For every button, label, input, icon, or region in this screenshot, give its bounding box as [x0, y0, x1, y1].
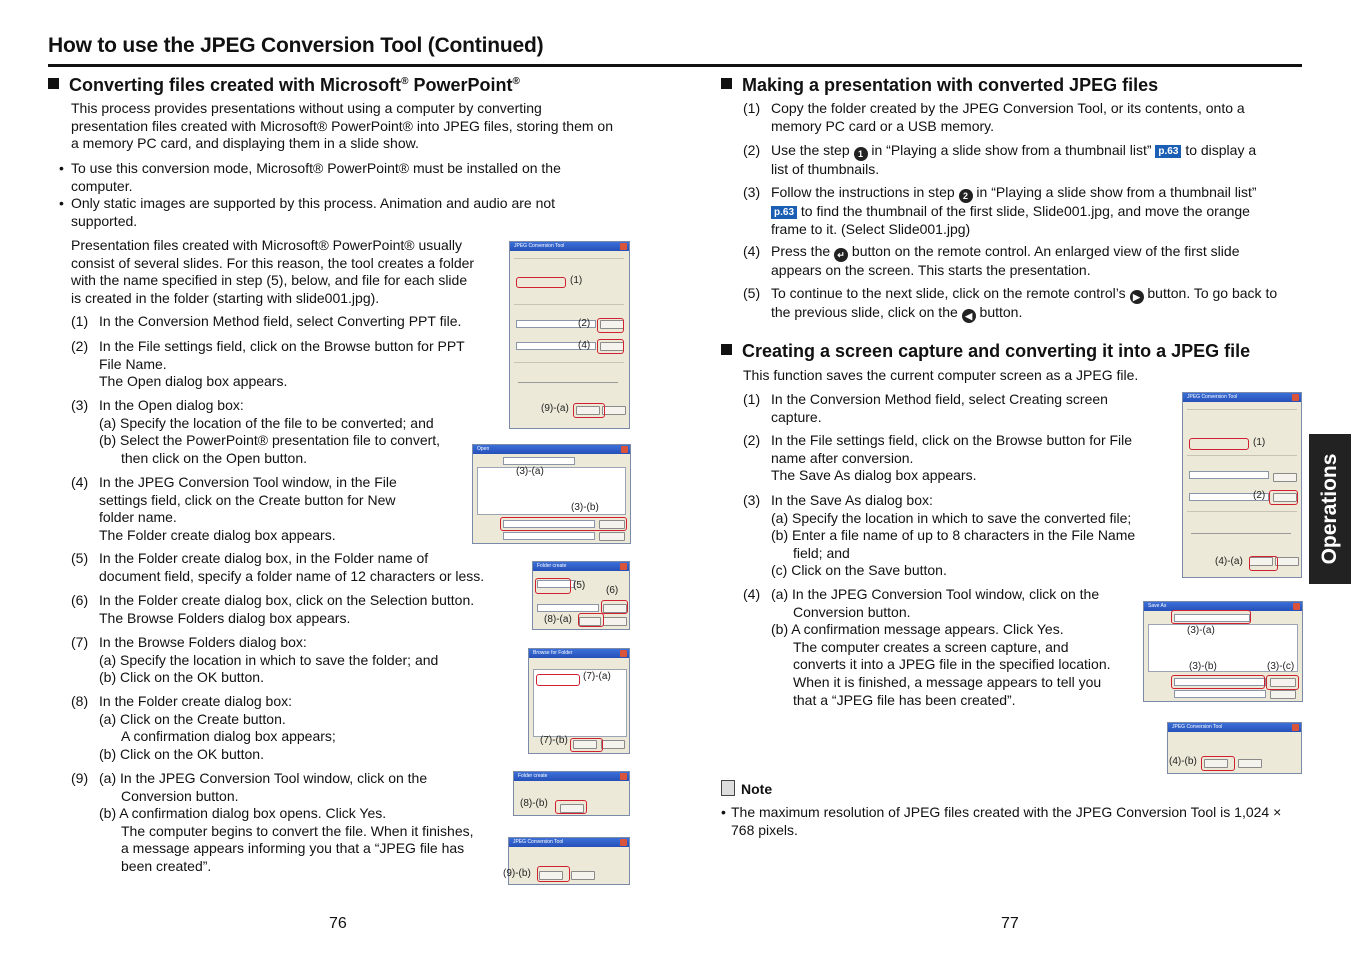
highlight-create-button [597, 339, 624, 354]
highlight-folder-name [535, 578, 571, 594]
jpeg-tool-window-screenshot: JPEG Conversion Tool [509, 241, 630, 429]
highlight-capture-option [1189, 438, 1249, 450]
note-heading: Note [721, 780, 772, 797]
caption-r3a: (3)-(a) [1187, 625, 1215, 636]
caption-8a: (8)-(a) [544, 614, 572, 625]
caption-4: (4) [578, 340, 591, 351]
caption-2: (2) [578, 318, 591, 329]
section-tab [1309, 434, 1351, 584]
caption-3b: (3)-(b) [571, 502, 599, 513]
heading-converting-ppt: Converting files created with Microsoft® PowerPoint® [48, 75, 520, 96]
page-number-right: 77 [1001, 915, 1019, 932]
intro-paragraph: This process provides presentations without using a computer by converting presentation files created with Microsoft® PowerPoint® into JPEG files, storing them on a memory PC card, and displaying them in a slide show. [71, 100, 613, 152]
caption-7b: (7)-(b) [540, 735, 568, 746]
step-1-circle-icon: 1 [854, 147, 868, 161]
heading-square-icon [721, 344, 732, 355]
highlight-file-name [1171, 675, 1265, 689]
caption-9b: (9)-(b) [503, 868, 531, 879]
caption-r2: (2) [1253, 490, 1266, 501]
caption-5: (5) [573, 580, 586, 591]
caption-r1: (1) [1253, 437, 1266, 448]
caption-6: (6) [606, 585, 619, 596]
highlight-conversion-button [573, 403, 605, 418]
page-ref-link[interactable]: p.63 [1155, 145, 1181, 158]
slides-paragraph: Presentation files created with Microsoft® PowerPoint® usually consist of several slides. For this reason, the tool creates a folder with the name specified in step (5), below, and file for each slide is created in the folder (starting with slide001.jpg). [71, 237, 475, 306]
highlight-open-file [500, 517, 627, 531]
page-ref-link[interactable]: p.63 [771, 206, 797, 219]
bullet-requirement: • To use this conversion mode, Microsoft® PowerPoint® must be installed on the computer. [59, 160, 561, 194]
caption-1: (1) [570, 275, 583, 286]
caption-8b: (8)-(b) [520, 798, 548, 809]
highlight-created-ok [555, 800, 587, 814]
highlight-selection-button [601, 600, 628, 614]
caption-r3c: (3)-(c) [1267, 661, 1295, 672]
bullet-static-only: • Only static images are supported by this process. Animation and audio are not supported. [59, 195, 556, 229]
convert-confirm-dialog-screenshot: JPEG Conversion Tool [508, 837, 630, 885]
save-as-dialog-screenshot: Save As [1143, 601, 1303, 702]
heading-making-presentation: Making a presentation with converted JPEG files [721, 75, 1158, 96]
open-dialog-screenshot: Open [472, 444, 631, 544]
step-2-circle-icon: 2 [959, 189, 973, 203]
caption-7a: (7)-(a) [583, 671, 611, 682]
browse-folder-dialog-screenshot: Browse for Folder [528, 648, 630, 754]
highlight-yes-button [537, 866, 570, 882]
caption-9a: (9)-(a) [541, 403, 569, 414]
heading-screen-capture: Creating a screen capture and converting it into a JPEG file [721, 341, 1250, 362]
highlight-browse-ok [570, 738, 603, 752]
heading-square-icon [721, 78, 732, 89]
folder-created-dialog-screenshot: Folder create [513, 771, 630, 816]
caption-r4a: (4)-(a) [1215, 556, 1243, 567]
enter-button-icon: ↵ [834, 248, 848, 262]
heading-square-icon [48, 78, 59, 89]
highlight-capture-yes [1201, 756, 1235, 771]
highlight-save-button [1266, 675, 1299, 690]
folder-create-dialog-screenshot: Folder create [532, 561, 630, 630]
section-tab-label: Operations [1318, 453, 1341, 565]
highlight-create-ok [578, 613, 604, 627]
highlight-folder-tree [536, 674, 580, 686]
caption-r3b: (3)-(b) [1189, 661, 1217, 672]
caption-3a: (3)-(a) [516, 466, 544, 477]
caption-r4b: (4)-(b) [1169, 756, 1197, 767]
next-arrow-icon: ▶ [1130, 290, 1144, 304]
title-rule [48, 64, 1302, 67]
highlight-ppt-option [516, 277, 566, 288]
page-title: How to use the JPEG Conversion Tool (Continued) [48, 34, 544, 57]
prev-arrow-icon: ◀ [962, 309, 976, 323]
jpeg-tool-capture-screenshot: JPEG Conversion Tool [1182, 392, 1302, 578]
note-bullet: • The maximum resolution of JPEG files created with the JPEG Conversion Tool is 1,024 × 768 pixels. [721, 804, 1282, 838]
highlight-browse-button [597, 318, 624, 333]
page-number-left: 76 [329, 915, 347, 932]
note-icon [721, 780, 735, 796]
capture-intro: This function saves the current computer screen as a JPEG file. [743, 367, 1139, 383]
capture-confirm-dialog-screenshot: JPEG Conversion Tool [1167, 722, 1302, 774]
highlight-capture-conversion [1249, 556, 1278, 571]
highlight-save-location [1171, 610, 1251, 624]
highlight-capture-browse [1269, 490, 1298, 505]
